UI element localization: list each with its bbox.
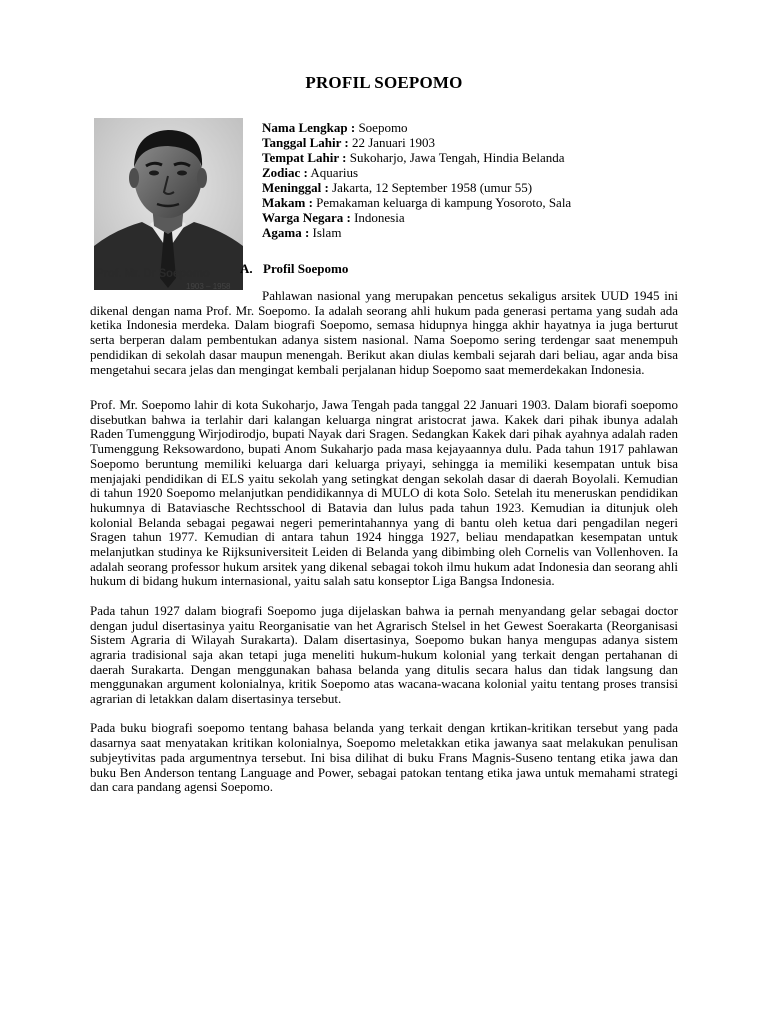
body-paragraph-intro xyxy=(90,289,678,392)
profile-row-zodiac xyxy=(262,165,702,180)
paragraph: Pada buku biografi soepomo tentang bahasa belanda yang terkait dengan krtikan-kritikan tersebut yang pada dasarnya saat menyatakan kritikan kolonialnya, Soepomo meletakkan etika jawanya saat melakukan penulisan subjeytivitas pada argumentnya tersebut. Ini bisa dilihat di buku Frans Magnis-Suseno tentang etika jawa dan buku Ben Anderson tentang Language and Power, sebagai patokan tentang etika jawa untuk memahami strategi dan cara pandang agensi Soepomo. xyxy=(90,720,678,795)
profile-value: Soepomo xyxy=(355,120,408,135)
portrait-photo xyxy=(94,118,243,290)
section-heading xyxy=(240,261,348,277)
profile-value: Sukoharjo, Jawa Tengah, Hindia Belanda xyxy=(346,150,565,165)
profile-row-death xyxy=(262,180,702,195)
profile-value: Islam xyxy=(309,225,342,240)
profile-value: Pemakaman keluarga di kampung Yosoroto, Sala xyxy=(312,195,572,210)
paragraph: Pahlawan nasional yang merupakan pencetus sekaligus arsitek UUD 1945 ini dikenal dengan nama Prof. Mr. Soepomo. Ia adalah seorang ahli hukum pada generasi pertama yang sudah ada ketika Indonesia merdeka. Dalam biografi Soepomo, semasa hidupnya hingga akhir hayatnya ia juga berturut serta berperan dalam pembentukan adanya sistem nasional. Nama Soepomo sering terdengar saat menempuh pendidikan di sekolah dasar maupun menengah. Berikut akan diulas kembali sejarah dari beliau, agar anda bisa mengetahui secara jelas dan mengingat kembali perjalanan hidup Soepomo saat memerdekakan Indonesia. xyxy=(90,288,678,377)
profile-details xyxy=(262,120,702,240)
profile-label: Tempat Lahir : xyxy=(262,150,347,165)
profile-label: Zodiac : xyxy=(262,165,308,180)
page-title: PROFIL SOEPOMO xyxy=(305,73,463,92)
profile-label: Warga Negara : xyxy=(262,210,351,225)
section-number: A. xyxy=(240,261,253,276)
paragraph: Prof. Mr. Soepomo lahir di kota Sukoharjo, Jawa Tengah pada tanggal 22 Januari 1903. Dalam biorafi soepomo disebutkan bahwa ia terlahir dari kalangan keluarga ningrat aristocrat jawa. Kakek dari pihak ibunya adalah Raden Tumenggung Wirjodirodjo, bupati Nayak dari Sragen. Sedangkan Kakek dari pihak ayahnya adalah raden Tumenggung Reksowardono, bupati Anom Sukaharjo pada masa kejayaannya dulu. Pada tahun 1917 pahlawan Soepomo beruntung memiliki keluarga dari keluarga priyayi, sehingga ia memiliki kesempatan untuk bisa menjajaki pendidikan di ELS yaitu sekolah yang setingkat dengan sekolah dasar di daerah Boyolali. Kemudian di tahun 1920 Soepomo melanjutkan pendidikannya di MULO di kota Solo. Setelah itu meneruskan pendidikan hukumnya di Bataviasche Rechtsschool di Batavia dan lulus pada tahun 1923. Kemudian ia ditunjuk oleh kolonial Belanda sebagai pegawai negeri pemerintahannya yang di bantu oleh ketua dari pengadilan negeri Sragen tahun 1977. Kemudian di antara tahun 1924 hingga 1927, beliau mendapatkan kesempatan untuk melanjutkan studinya ke Rijksuniversiteit Leiden di Belanda yang dibimbing oleh Cornelis van Vollenhoven. Ia adalah seorang professor hukum arsitek yang dikenal sebagai tokoh ilmu hukum adat Indonesia dan seorang ahli hukum di bidang hukum internasional, yaitu salah satu konseptor Liga Bangsa Indonesia. xyxy=(90,397,678,589)
body-paragraphs xyxy=(90,398,678,810)
profile-row-full-name xyxy=(262,120,702,135)
profile-value: Indonesia xyxy=(350,210,405,225)
profile-row-birth-place xyxy=(262,150,702,165)
profile-label: Nama Lengkap : xyxy=(262,120,356,135)
profile-row-grave xyxy=(262,195,702,210)
profile-label: Agama : xyxy=(262,225,310,240)
profile-value: 22 Januari 1903 xyxy=(348,135,435,150)
profile-label: Meninggal : xyxy=(262,180,329,195)
portrait-illustration xyxy=(94,118,243,290)
profile-label: Tanggal Lahir : xyxy=(262,135,349,150)
profile-value: Aquarius xyxy=(307,165,359,180)
section-title: Profil Soepomo xyxy=(263,261,349,276)
profile-row-citizenship xyxy=(262,210,702,225)
paragraph: Pada tahun 1927 dalam biografi Soepomo juga dijelaskan bahwa ia pernah menyandang gelar sebagai doctor dengan judul disertasinya yaitu Reorganisatie van het Agrarisch Stelsel in het Gewest Soerakarta (Reorganisasi Sistem Agraria di Wilayah Surakarta). Dalam disertasinya, Soepomo bukan hanya mengupas adanya sistem agraria tradisional saja akan tetapi juga meneliti hukum-hukum kolonial yang terkait dengan pertahanan di daerah Surakarta. Dengan menggunakan bahasa belanda yang ditulis secara halus dan tidak langsung dan menggunakan argument kolonialnya, kritik Soepomo atas wacana-wacana kolonial yaitu tentang proses transisi agrarian di letakkan dalam disertasinya tersebut. xyxy=(90,602,678,707)
portrait-years: 1903 – 1958 xyxy=(186,282,231,290)
portrait-caption: Prof. Mr. Dr Soepomo xyxy=(96,268,210,280)
profile-row-birth-date xyxy=(262,135,702,150)
profile-label: Makam : xyxy=(262,195,313,210)
profile-row-religion xyxy=(262,225,702,240)
profile-value: Jakarta, 12 September 1958 (umur 55) xyxy=(328,180,533,195)
